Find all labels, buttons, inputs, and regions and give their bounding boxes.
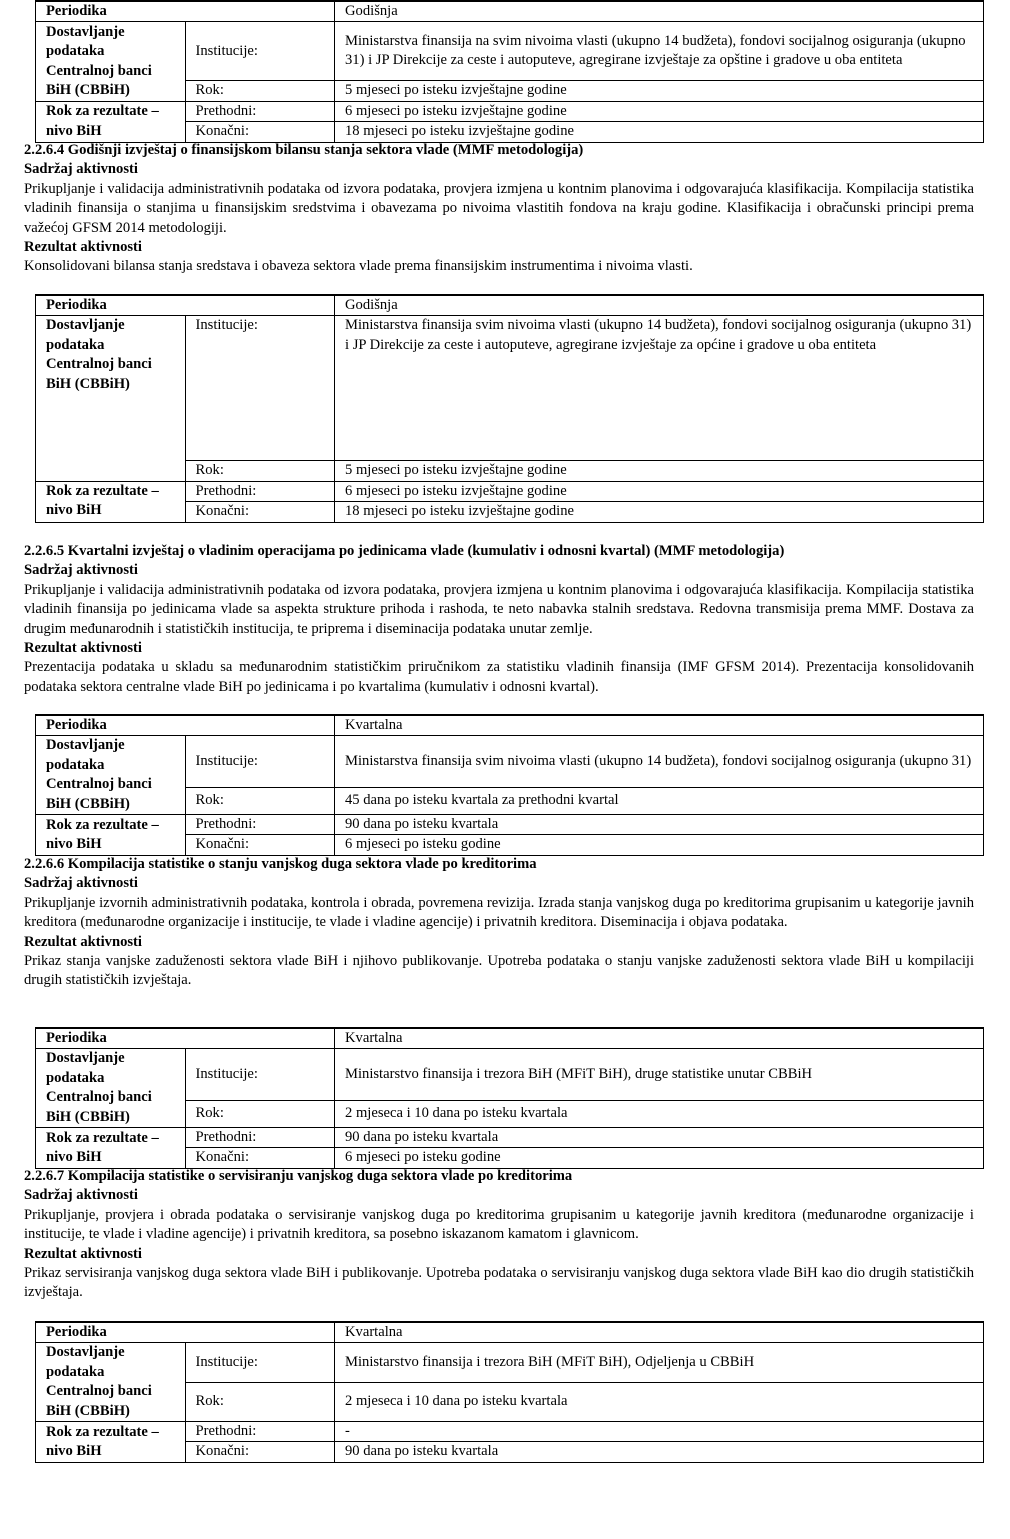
dostavljanje-label: Dostavljanje podataka Centralnoj banci BiH (CBBiH) <box>36 1343 186 1422</box>
rezultat-text: Konsolidovani bilansa stanja sredstava i obaveza sektora vlade prema finansijskim instrumentima i nivoima vlasti. <box>24 258 693 275</box>
rok-value: 2 mjeseca i 10 dana po isteku kvartala <box>335 1101 984 1128</box>
institucije-value: Ministarstva finansija na svim nivoima vlasti (ukupno 14 budžeta), fondovi socijalnog osiguranja (ukupno 31) i JP Direkcije za ceste i autoputeve, agregirane izvještaje za opštine i gradove u oba entiteta <box>335 22 984 81</box>
konacni-label: Konačni: <box>185 1442 335 1462</box>
sadrzaj-text: Prikupljanje i validacija administrativnih podataka od izvora podataka, provjera izmjena u kontnim planovima i odgovarajuća klasifikacija. Kompilacija statistika vladinih finansija po jedinicama vlade sa aspekta strukture prihoda i rashoda, te neto nabavka stalnih sredstava. Redovna transmisija prema MMF. Dostava za drugim međunarodnih i statističkih institucija, te priprema i diseminacija podataka unutar zemlje. <box>24 581 974 637</box>
periodika-label: Periodika <box>36 1322 335 1343</box>
sadrzaj-text: Prikupljanje i validacija administrativnih podataka od izvora podataka, provjera izmjena u kontnim planovima i odgovarajuća klasifikacija. Kompilacija statistika vladinih finansija o stanjima u finansijskim sredstvima i obavezama po nivoima vlastitih fondova na kraju godine. Klasifikacija i obračunski principi prema važećoj GFSM 2014 metodologiji. <box>24 180 974 236</box>
rezultat-heading: Rezultat aktivnosti <box>24 933 142 950</box>
rezultat-label: Rok za rezultate – nivo BiH <box>36 815 186 856</box>
table-row-prethodni <box>36 1422 984 1442</box>
dostavljanje-label: Dostavljanje podataka Centralnoj banci BiH (CBBiH) <box>36 736 186 815</box>
table-2265 <box>35 714 984 856</box>
sadrzaj-heading: Sadržaj aktivnosti <box>24 562 138 579</box>
periodika-value: Godišnja <box>335 1 984 22</box>
institucije-label: Institucije: <box>185 1049 335 1101</box>
table-row-institucije <box>36 22 984 81</box>
rok-label: Rok: <box>185 1382 335 1421</box>
konacni-value: 18 mjeseci po isteku izvještajne godine <box>335 502 984 522</box>
periodika-label: Periodika <box>36 715 335 736</box>
section-2266 <box>24 855 974 991</box>
konacni-value: 6 mjeseci po isteku godine <box>335 835 984 855</box>
institucije-value: Ministarstva finansija svim nivoima vlasti (ukupno 14 budžeta), fondovi socijalnog osiguranja (ukupno 31) <box>335 736 984 788</box>
table-2264 <box>35 294 984 523</box>
konacni-value: 18 mjeseci po isteku izvještajne godine <box>335 122 984 142</box>
table-row-periodika <box>36 1322 984 1343</box>
konacni-value: 90 dana po isteku kvartala <box>335 1442 984 1462</box>
dostavljanje-label: Dostavljanje podataka Centralnoj banci BiH (CBBiH) <box>36 316 186 481</box>
institucije-value: Ministarstvo finansija i trezora BiH (MFiT BiH), druge statistike unutar CBBiH <box>335 1049 984 1101</box>
prethodni-label: Prethodni: <box>185 481 335 501</box>
konacni-label: Konačni: <box>185 1148 335 1168</box>
section-2267 <box>24 1167 974 1303</box>
prethodni-label: Prethodni: <box>185 1422 335 1442</box>
rok-label: Rok: <box>185 461 335 481</box>
table-2263 <box>35 0 984 143</box>
section-heading: 2.2.6.4 Godišnji izvještaj o finansijskom bilansu stanja sektora vlade (MMF metodologija) <box>24 142 584 158</box>
table-row-prethodni <box>36 815 984 835</box>
periodika-label: Periodika <box>36 1 335 22</box>
rok-value: 45 dana po isteku kvartala za prethodni kvartal <box>335 788 984 815</box>
rezultat-label: Rok za rezultate – nivo BiH <box>36 101 186 142</box>
rezultat-text: Prikaz stanja vanjske zaduženosti sektora vlade BiH i njihovo publikovanje. Upotreba podataka o stanju vanjske zaduženosti sektora vlade BiH u kompilaciji drugih statističkih izvještaja. <box>24 953 974 989</box>
institucije-value: Ministarstvo finansija i trezora BiH (MFiT BiH), Odjeljenja u CBBiH <box>335 1343 984 1382</box>
table-row-prethodni <box>36 101 984 121</box>
institucije-value: Ministarstva finansija svim nivoima vlasti (ukupno 14 budžeta), fondovi socijalnog osiguranja (ukupno 31) i JP Direkcije za ceste i autoputeve, agregirane izvještaje za općine i gradove u oba entiteta <box>335 316 984 461</box>
section-heading: 2.2.6.7 Kompilacija statistike o servisiranju vanjskog duga sektora vlade po kreditorima <box>24 1168 573 1184</box>
konacni-label: Konačni: <box>185 122 335 142</box>
periodika-label: Periodika <box>36 1028 335 1049</box>
institucije-label: Institucije: <box>185 22 335 81</box>
rok-label: Rok: <box>185 81 335 101</box>
dostavljanje-label: Dostavljanje podataka Centralnoj banci BiH (CBBiH) <box>36 22 186 101</box>
table-2266 <box>35 1027 984 1169</box>
rok-label: Rok: <box>185 1101 335 1128</box>
rok-label: Rok: <box>185 788 335 815</box>
section-heading: 2.2.6.5 Kvartalni izvještaj o vladinim operacijama po jedinicama vlade (kumulativ i odnosni kvartal) (MMF metodologija) <box>24 543 785 559</box>
periodika-value: Kvartalna <box>335 715 984 736</box>
periodika-value: Godišnja <box>335 295 984 316</box>
prethodni-label: Prethodni: <box>185 815 335 835</box>
institucije-label: Institucije: <box>185 316 335 461</box>
table-row-prethodni <box>36 1128 984 1148</box>
table-row-periodika <box>36 1028 984 1049</box>
prethodni-value: 6 mjeseci po isteku izvještajne godine <box>335 481 984 501</box>
rezultat-text: Prikaz servisiranja vanjskog duga sektora vlade BiH i publikovanje. Upotreba podataka o servisiranju vanjskog duga sektora vlade BiH kao dio drugih statističkih izvještaja. <box>24 1265 974 1301</box>
prethodni-value: - <box>335 1422 984 1442</box>
section-2265 <box>24 542 974 697</box>
rezultat-heading: Rezultat aktivnosti <box>24 239 142 256</box>
table-row-periodika <box>36 295 984 316</box>
periodika-value: Kvartalna <box>335 1028 984 1049</box>
table-row-institucije <box>36 1049 984 1101</box>
rezultat-label: Rok za rezultate – nivo BiH <box>36 1128 186 1169</box>
sadrzaj-heading: Sadržaj aktivnosti <box>24 161 138 178</box>
table-row-periodika <box>36 1 984 22</box>
rok-value: 2 mjeseca i 10 dana po isteku kvartala <box>335 1382 984 1421</box>
table-row-institucije <box>36 736 984 788</box>
table-row-periodika <box>36 715 984 736</box>
table-row-prethodni <box>36 481 984 501</box>
prethodni-label: Prethodni: <box>185 1128 335 1148</box>
rok-value: 5 mjeseci po isteku izvještajne godine <box>335 81 984 101</box>
prethodni-value: 90 dana po isteku kvartala <box>335 815 984 835</box>
periodika-value: Kvartalna <box>335 1322 984 1343</box>
rezultat-heading: Rezultat aktivnosti <box>24 640 142 657</box>
sadrzaj-heading: Sadržaj aktivnosti <box>24 1187 138 1204</box>
periodika-label: Periodika <box>36 295 335 316</box>
institucije-label: Institucije: <box>185 736 335 788</box>
institucije-label: Institucije: <box>185 1343 335 1382</box>
rezultat-label: Rok za rezultate – nivo BiH <box>36 481 186 522</box>
rok-value: 5 mjeseci po isteku izvještajne godine <box>335 461 984 481</box>
rezultat-label: Rok za rezultate – nivo BiH <box>36 1422 186 1463</box>
section-2264 <box>24 141 974 277</box>
rezultat-heading: Rezultat aktivnosti <box>24 1245 142 1262</box>
konacni-label: Konačni: <box>185 835 335 855</box>
prethodni-label: Prethodni: <box>185 101 335 121</box>
table-2267 <box>35 1321 984 1463</box>
prethodni-value: 90 dana po isteku kvartala <box>335 1128 984 1148</box>
rezultat-text: Prezentacija podataka u skladu sa međunarodnim statističkim priručnikom za statistiku vladinih finansija (IMF GFSM 2014). Prezentacija konsolidovanih podataka sektora centralne vlade BiH po jedinicama i po kvartalima (kumulativ i odnosni kvartal). <box>24 659 974 695</box>
konacni-value: 6 mjeseci po isteku godine <box>335 1148 984 1168</box>
sadrzaj-text: Prikupljanje izvornih administrativnih podataka, kontrola i obrada, povremena revizija. Izrada stanja vanjskog duga po kreditorima grupisanim u kategorije javnih kreditora (međunarodne organizacije i institucije, te vlade i vladine agencije) i privatnih kreditora. Diseminacija i objava podataka. <box>24 894 974 931</box>
table-row-institucije <box>36 1343 984 1382</box>
konacni-label: Konačni: <box>185 502 335 522</box>
sadrzaj-text: Prikupljanje, provjera i obrada podataka o servisiranje vanjskog duga po kreditorima grupisanim u kategorije javnih kreditora (međunarodne organizacije i institucije, te vlade i vladine agencije) i privatnih kreditora, sa posebno iskazanom kamatom i glavnicom. <box>24 1206 974 1243</box>
table-row-institucije <box>36 316 984 461</box>
sadrzaj-heading: Sadržaj aktivnosti <box>24 875 138 892</box>
section-heading: 2.2.6.6 Kompilacija statistike o stanju vanjskog duga sektora vlade po kreditorima <box>24 856 537 872</box>
prethodni-value: 6 mjeseci po isteku izvještajne godine <box>335 101 984 121</box>
dostavljanje-label: Dostavljanje podataka Centralnoj banci BiH (CBBiH) <box>36 1049 186 1128</box>
